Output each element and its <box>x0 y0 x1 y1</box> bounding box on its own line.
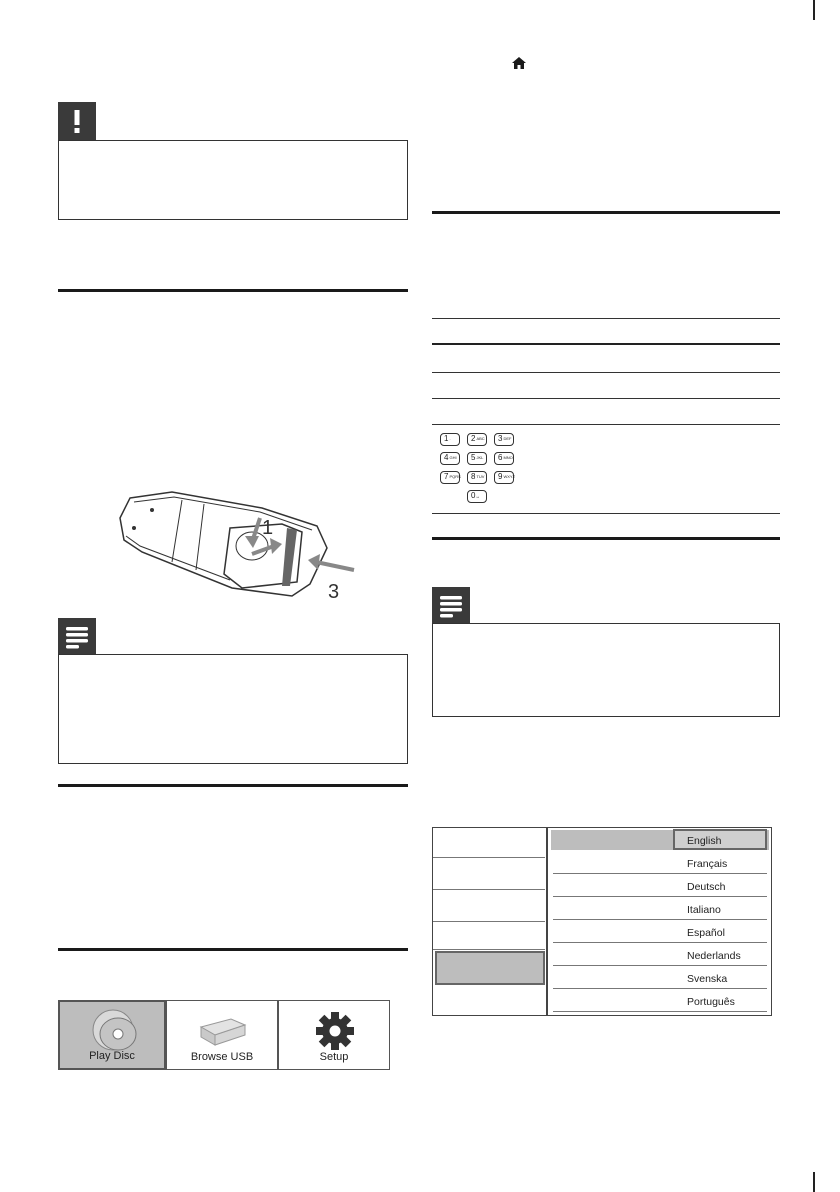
key-8: 8TUV <box>467 471 487 484</box>
key-0: 0␣ <box>467 490 487 503</box>
note-tab <box>58 618 96 654</box>
key-4: 4GHI <box>440 452 460 465</box>
remote-battery-illustration <box>112 488 362 606</box>
page-edge-mark-top <box>813 0 815 20</box>
page-edge-mark-bottom <box>813 1172 815 1192</box>
language-option-label: Español <box>687 927 725 939</box>
caution-tab <box>58 102 96 140</box>
table-rule <box>432 343 780 345</box>
section-rule <box>58 948 408 951</box>
table-rule <box>432 398 780 399</box>
language-option-label: Italiano <box>687 904 721 916</box>
table-rule <box>432 372 780 373</box>
caution-box <box>58 140 408 220</box>
key-5: 5JKL <box>467 452 487 465</box>
menu-tile-label: Play Disc <box>89 1050 135 1062</box>
menu-tile-label: Browse USB <box>190 1051 254 1063</box>
language-option-label: Nederlands <box>687 950 741 962</box>
usb-icon <box>197 1011 249 1047</box>
table-rule <box>432 424 780 425</box>
language-menu <box>432 827 772 1016</box>
language-row[interactable] <box>553 897 767 920</box>
note-icon <box>58 618 96 654</box>
key-1: 1. <box>440 433 460 446</box>
note-tab <box>432 587 470 623</box>
section-rule <box>432 211 780 214</box>
table-rule <box>432 318 780 319</box>
step-1-label: 1 <box>262 517 274 539</box>
key-6: 6MNO <box>494 452 514 465</box>
language-option-label: Français <box>687 858 728 870</box>
language-option-label: English <box>687 835 722 847</box>
disc-icon <box>88 1008 138 1052</box>
language-row[interactable] <box>553 874 767 897</box>
gear-icon <box>315 1011 355 1051</box>
language-option-label: Svenska <box>687 973 728 985</box>
home-icon <box>511 56 527 70</box>
key-3: 3DEF <box>494 433 514 446</box>
section-rule <box>58 289 408 292</box>
note-icon <box>432 587 470 623</box>
setup-category-item[interactable] <box>433 858 545 890</box>
table-rule <box>432 513 780 514</box>
language-row[interactable] <box>553 851 767 874</box>
menu-tile-browse-usb[interactable] <box>166 1000 278 1070</box>
language-option-label: Português <box>687 996 735 1008</box>
exclamation-icon <box>58 102 96 140</box>
setup-category-item-selected[interactable] <box>435 951 545 985</box>
setup-category-item[interactable] <box>433 828 545 858</box>
step-3-label: 3 <box>328 581 340 603</box>
section-rule <box>432 537 780 540</box>
key-7: 7PQRS <box>440 471 460 484</box>
language-row[interactable] <box>553 920 767 943</box>
language-row[interactable] <box>553 966 767 989</box>
menu-divider <box>546 828 548 1015</box>
section-rule <box>58 784 408 787</box>
language-row[interactable] <box>553 989 767 1012</box>
note-box <box>432 623 780 717</box>
menu-tile-setup[interactable] <box>278 1000 390 1070</box>
key-2: 2ABC <box>467 433 487 446</box>
menu-tile-label: Setup <box>319 1051 349 1063</box>
menu-tile-play-disc[interactable] <box>58 1000 166 1070</box>
setup-category-item[interactable] <box>433 922 545 950</box>
language-option-label: Deutsch <box>687 881 726 893</box>
note-box <box>58 654 408 764</box>
setup-category-item[interactable] <box>433 890 545 922</box>
key-9: 9WXYZ <box>494 471 514 484</box>
